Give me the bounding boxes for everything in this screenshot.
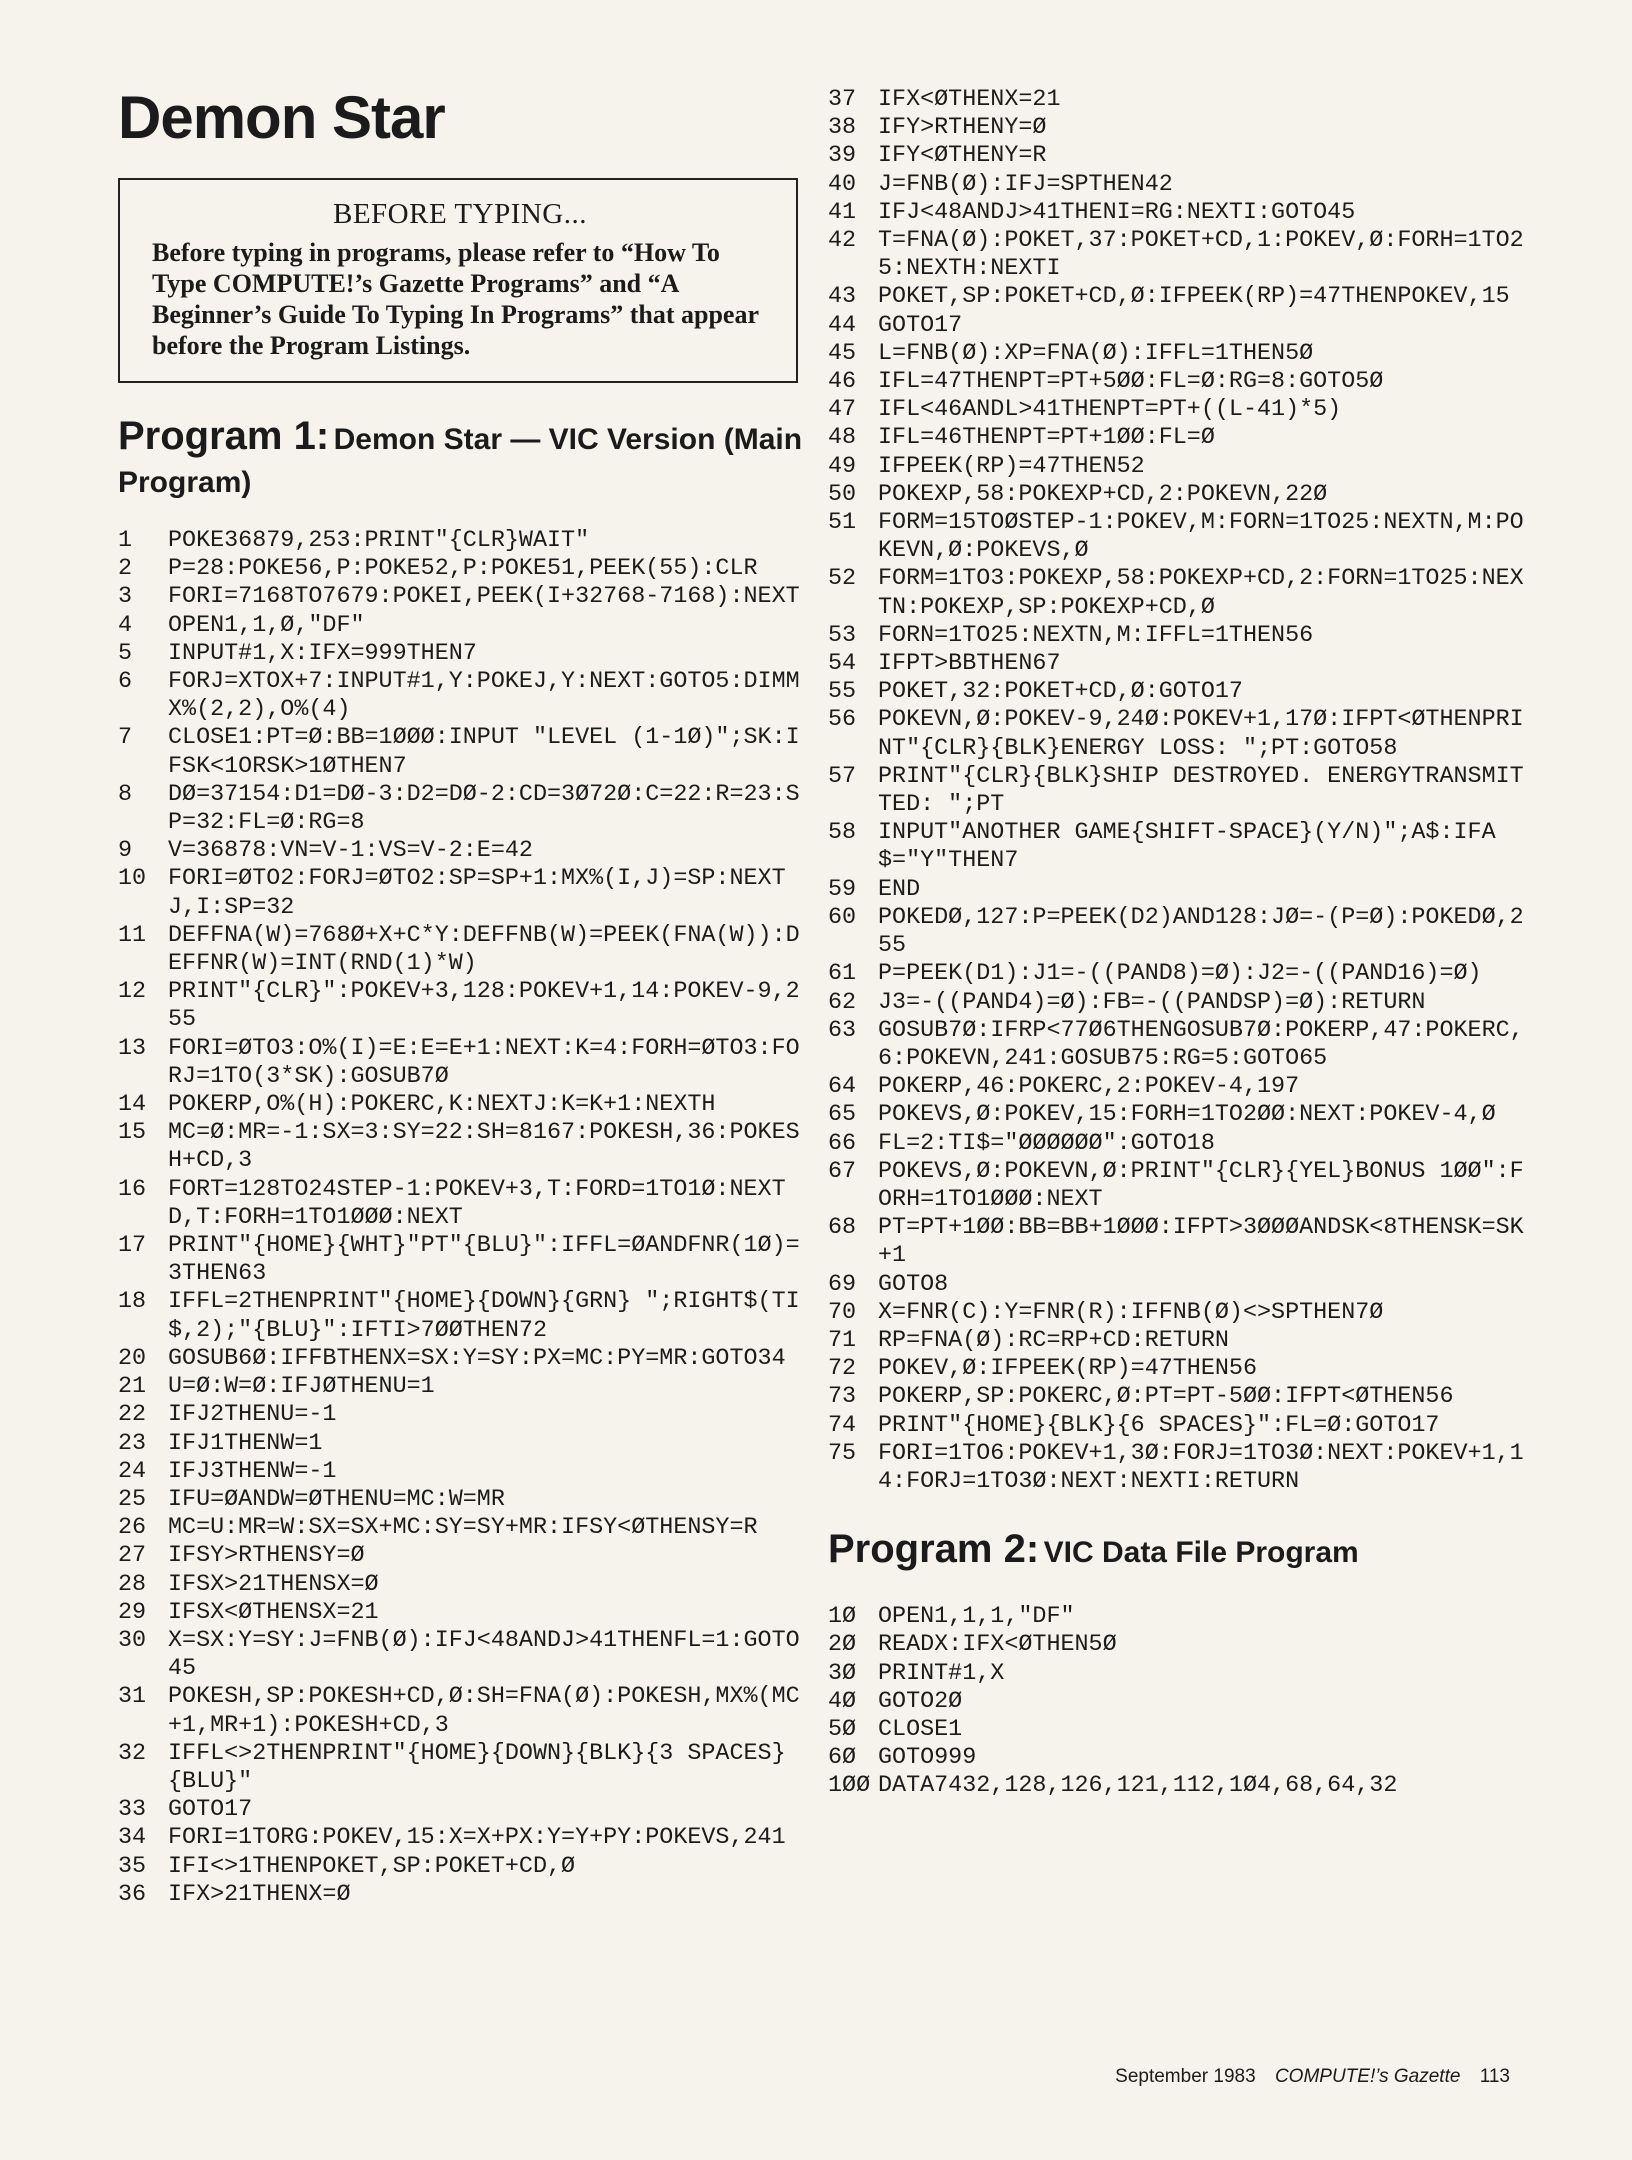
- code-text: X=FNR(C):Y=FNR(R):IFFNB(Ø)<>SPTHEN7Ø: [878, 1299, 1384, 1326]
- line-number: 27: [118, 1543, 147, 1570]
- code-line: [118, 1599, 808, 1627]
- code-text: POKERP,O%(H):POKERC,K:NEXTJ:K=K+1:NEXTH: [168, 1092, 716, 1119]
- code-text: RP=FNA(Ø):RC=RP+CD:RETURN: [878, 1327, 1229, 1354]
- line-number: 9: [118, 838, 133, 865]
- line-number: 40: [828, 171, 857, 198]
- code-text: POKERP,SP:POKERC,Ø:PT=PT-5ØØ:IFPT<ØTHEN56: [878, 1384, 1454, 1411]
- code-line: [118, 1430, 808, 1458]
- before-typing-heading: BEFORE TYPING...: [333, 198, 587, 230]
- line-number: 37: [828, 87, 857, 113]
- program1-listing-left: [118, 527, 808, 1909]
- code-text: FORI=ØTO3:O%(I)=E:E=E+1:NEXT:K=4:FORH=ØTO3:FORJ=1TO(3*SK):GOSUB7Ø: [168, 1035, 800, 1090]
- code-text: POKEV,Ø:IFPEEK(RP)=47THEN56: [878, 1356, 1257, 1383]
- line-number: 68: [828, 1215, 857, 1242]
- line-number: 3: [118, 584, 133, 611]
- line-number: 64: [828, 1074, 857, 1101]
- code-text: IFU=ØANDW=ØTHENU=MC:W=MR: [168, 1486, 505, 1513]
- line-number: 53: [828, 622, 857, 649]
- code-text: P=PEEK(D1):J1=-((PAND8)=Ø):J2=-((PAND16)=Ø): [878, 961, 1482, 988]
- line-number: 13: [118, 1035, 147, 1062]
- code-line: [828, 1440, 1528, 1496]
- code-line: [828, 1688, 1528, 1716]
- code-line: [118, 1542, 808, 1570]
- code-line: [828, 312, 1528, 340]
- code-line: [828, 1130, 1528, 1158]
- code-text: MC=Ø:MR=-1:SX=3:SY=22:SH=8167:POKESH,36:POKESH+CD,3: [168, 1120, 800, 1175]
- line-number: 31: [118, 1684, 147, 1711]
- line-number: 62: [828, 989, 857, 1016]
- line-number: 38: [828, 115, 857, 142]
- code-line: [118, 978, 808, 1034]
- code-line: [828, 989, 1528, 1017]
- left-column: [118, 80, 808, 1909]
- line-number: 70: [828, 1299, 857, 1326]
- line-number: 23: [118, 1430, 147, 1457]
- line-number: 17: [118, 1233, 147, 1260]
- program2-heading: [828, 1527, 1528, 1577]
- line-number: 5Ø: [828, 1716, 857, 1743]
- code-line: [118, 865, 808, 921]
- line-number: 33: [118, 1797, 147, 1824]
- code-line: [828, 763, 1528, 819]
- program2-subtitle: VIC Data File Program: [1043, 1536, 1359, 1570]
- code-text: FORJ=XTOX+7:INPUT#1,Y:POKEJ,Y:NEXT:GOTO5:DIMMX%(2,2),O%(4): [168, 669, 800, 724]
- line-number: 67: [828, 1158, 857, 1185]
- code-text: PRINT"{CLR}{BLK}SHIP DESTROYED. ENERGYTRANSMITTED: ";PT: [878, 763, 1524, 819]
- code-line: [118, 1232, 808, 1288]
- code-line: [828, 1017, 1528, 1073]
- code-line: [828, 227, 1528, 283]
- line-number: 72: [828, 1356, 857, 1383]
- code-line: [828, 1660, 1528, 1688]
- program2-label: Program 2:: [828, 1527, 1040, 1572]
- line-number: 5: [118, 640, 133, 667]
- line-number: 18: [118, 1289, 147, 1316]
- code-text: X=SX:Y=SY:J=FNB(Ø):IFJ<48ANDJ>41THENFL=1:GOTO45: [168, 1627, 800, 1683]
- code-text: FORT=128TO24STEP-1:POKEV+3,T:FORD=1TO1Ø:NEXTD,T:FORH=1TO1ØØØ:NEXT: [168, 1176, 786, 1231]
- code-line: [118, 1176, 808, 1232]
- line-number: 14: [118, 1092, 147, 1119]
- code-text: IFL<46ANDL>41THENPT=PT+((L-41)*5): [878, 397, 1342, 424]
- code-text: POKERP,46:POKERC,2:POKEV-4,197: [878, 1074, 1300, 1101]
- code-line: [118, 1571, 808, 1599]
- code-text: U=Ø:W=Ø:IFJØTHENU=1: [168, 1374, 435, 1401]
- code-line: [828, 340, 1528, 368]
- code-text: GOTO2Ø: [878, 1688, 963, 1715]
- code-text: IFJ2THENU=-1: [168, 1402, 337, 1429]
- line-number: 3Ø: [828, 1660, 857, 1687]
- line-number: 43: [828, 284, 857, 311]
- code-line: [118, 724, 808, 780]
- line-number: 7: [118, 725, 133, 752]
- code-line: [118, 555, 808, 583]
- code-text: IFSY>RTHENSY=Ø: [168, 1543, 365, 1570]
- line-number: 10: [118, 866, 147, 893]
- line-number: 24: [118, 1458, 147, 1485]
- code-text: OPEN1,1,Ø,"DF": [168, 612, 365, 639]
- code-text: GOSUB7Ø:IFRP<77Ø6THENGOSUB7Ø:POKERP,47:POKERC,6:POKEVN,241:GOSUB75:RG=5:GOTO65: [878, 1017, 1524, 1072]
- code-text: POKESH,SP:POKESH+CD,Ø:SH=FNA(Ø):POKESH,MX%(MC+1,MR+1):POKESH+CD,3: [168, 1684, 800, 1739]
- program1-heading: [118, 414, 808, 507]
- code-line: [828, 960, 1528, 988]
- code-line: [118, 1035, 808, 1091]
- code-line: [118, 668, 808, 724]
- line-number: 49: [828, 453, 857, 480]
- article-title: Demon Star: [118, 84, 445, 151]
- line-number: 36: [118, 1881, 147, 1908]
- code-text: END: [878, 876, 921, 903]
- line-number: 30: [118, 1627, 147, 1654]
- code-line: [828, 706, 1528, 762]
- line-number: 71: [828, 1327, 857, 1354]
- line-number: 35: [118, 1853, 147, 1880]
- code-line: [828, 424, 1528, 452]
- code-text: FORI=ØTO2:FORJ=ØTO2:SP=SP+1:MX%(I,J)=SP:NEXTJ,I:SP=32: [168, 866, 786, 921]
- line-number: 46: [828, 369, 857, 396]
- code-line: [118, 1091, 808, 1119]
- code-line: [828, 481, 1528, 509]
- line-number: 52: [828, 566, 857, 593]
- code-text: FL=2:TI$="ØØØØØØ":GOTO18: [878, 1130, 1215, 1157]
- line-number: 42: [828, 228, 857, 255]
- code-text: IFL=46THENPT=PT+1ØØ:FL=Ø: [878, 425, 1215, 452]
- code-line: [828, 368, 1528, 396]
- code-line: [118, 1740, 808, 1796]
- line-number: 15: [118, 1120, 147, 1147]
- program2-listing: [828, 1603, 1528, 1800]
- code-line: [118, 1796, 808, 1824]
- code-text: IFX>21THENX=Ø: [168, 1881, 351, 1908]
- code-line: [118, 1683, 808, 1739]
- code-text: DØ=37154:D1=DØ-3:D2=DØ-2:CD=3Ø72Ø:C=22:R=23:SP=32:FL=Ø:RG=8: [168, 781, 800, 837]
- code-line: [118, 1881, 808, 1909]
- right-column: [828, 86, 1528, 1801]
- code-text: INPUT"ANOTHER GAME{SHIFT-SPACE}(Y/N)";A$:IFA$="Y"THEN7: [878, 820, 1496, 875]
- code-text: IFSX<ØTHENSX=21: [168, 1599, 379, 1626]
- footer-date: September 1983: [1115, 2066, 1256, 2087]
- code-text: IFI<>1THENPOKET,SP:POKET+CD,Ø: [168, 1853, 576, 1880]
- line-number: 63: [828, 1017, 857, 1044]
- code-text: CLOSE1:PT=Ø:BB=1ØØØ:INPUT "LEVEL (1-1Ø)";SK:IFSK<1ORSK>1ØTHEN7: [168, 725, 800, 780]
- code-text: CLOSE1: [878, 1716, 963, 1743]
- code-text: L=FNB(Ø):XP=FNA(Ø):IFFL=1THEN5Ø: [878, 340, 1314, 367]
- code-text: FORI=1TORG:POKEV,15:X=X+PX:Y=Y+PY:POKEVS,241: [168, 1825, 786, 1852]
- code-line: [118, 1345, 808, 1373]
- code-line: [828, 1631, 1528, 1659]
- code-text: DEFFNA(W)=768Ø+X+C*Y:DEFFNB(W)=PEEK(FNA(W)):DEFFNR(W)=INT(RND(1)*W): [168, 922, 800, 978]
- code-text: IFFL=2THENPRINT"{HOME}{DOWN}{GRN} ";RIGHT$(TI$,2);"{BLU}":IFTI>7ØØTHEN72: [168, 1289, 800, 1344]
- code-line: [828, 509, 1528, 565]
- code-text: POKEVN,Ø:POKEV-9,24Ø:POKEV+1,17Ø:IFPT<ØTHENPRINT"{CLR}{BLK}ENERGY LOSS: ";PT:GOTO58: [878, 707, 1524, 762]
- code-text: FORI=1TO6:POKEV+1,3Ø:FORJ=1TO3Ø:NEXT:POKEV+1,14:FORJ=1TO3Ø:NEXT:NEXTI:RETURN: [878, 1440, 1524, 1495]
- line-number: 41: [828, 199, 857, 226]
- code-text: GOSUB6Ø:IFFBTHENX=SX:Y=SY:PX=MC:PY=MR:GOTO34: [168, 1345, 786, 1372]
- line-number: 61: [828, 961, 857, 988]
- line-number: 8: [118, 781, 133, 808]
- code-line: [828, 1101, 1528, 1129]
- line-number: 1Ø: [828, 1604, 857, 1631]
- code-line: [828, 1299, 1528, 1327]
- line-number: 73: [828, 1384, 857, 1411]
- line-number: 44: [828, 312, 857, 339]
- code-text: POKE36879,253:PRINT"{CLR}WAIT": [168, 528, 590, 554]
- line-number: 25: [118, 1486, 147, 1513]
- line-number: 51: [828, 510, 857, 537]
- line-number: 45: [828, 340, 857, 367]
- page-number: 113: [1479, 2066, 1510, 2087]
- before-typing-text: Before typing in programs, please refer to “How To Type COMPUTE!’s Gazette Programs” and “A Beginner’s Guide To Typing In Programs” that appear before the Program Listings.: [152, 238, 759, 360]
- code-line: [828, 819, 1528, 875]
- code-text: IFSX>21THENSX=Ø: [168, 1571, 379, 1598]
- code-line: [118, 1119, 808, 1175]
- code-text: IFJ1THENW=1: [168, 1430, 323, 1457]
- line-number: 11: [118, 922, 147, 949]
- code-line: [828, 1271, 1528, 1299]
- code-text: IFJ3THENW=-1: [168, 1458, 337, 1485]
- code-text: GOTO17: [878, 312, 963, 339]
- line-number: 56: [828, 707, 857, 734]
- code-text: READX:IFX<ØTHEN5Ø: [878, 1632, 1117, 1659]
- line-number: 59: [828, 876, 857, 903]
- code-line: [828, 453, 1528, 481]
- code-text: POKEVS,Ø:POKEV,15:FORH=1TO2ØØ:NEXT:POKEV-4,Ø: [878, 1102, 1496, 1129]
- code-line: [828, 622, 1528, 650]
- code-text: IFJ<48ANDJ>41THENI=RG:NEXTI:GOTO45: [878, 199, 1356, 226]
- code-line: [828, 114, 1528, 142]
- code-text: IFPT>BBTHEN67: [878, 651, 1061, 678]
- code-text: IFX<ØTHENX=21: [878, 87, 1061, 113]
- code-line: [828, 876, 1528, 904]
- code-line: [828, 1214, 1528, 1270]
- line-number: 6Ø: [828, 1745, 857, 1772]
- line-number: 16: [118, 1176, 147, 1203]
- code-line: [118, 1824, 808, 1852]
- code-text: POKET,32:POKET+CD,Ø:GOTO17: [878, 679, 1243, 706]
- code-line: [828, 1603, 1528, 1631]
- line-number: 2: [118, 556, 133, 583]
- program1-listing-right: [828, 86, 1528, 1496]
- code-text: MC=U:MR=W:SX=SX+MC:SY=SY+MR:IFSY<ØTHENSY=R: [168, 1515, 758, 1542]
- line-number: 4Ø: [828, 1688, 857, 1715]
- line-number: 2Ø: [828, 1632, 857, 1659]
- code-line: [828, 396, 1528, 424]
- line-number: 74: [828, 1412, 857, 1439]
- line-number: 69: [828, 1271, 857, 1298]
- code-text: IFL=47THENPT=PT+5ØØ:FL=Ø:RG=8:GOTO5Ø: [878, 369, 1384, 396]
- code-text: PRINT#1,X: [878, 1660, 1005, 1687]
- code-line: [828, 904, 1528, 960]
- code-text: POKEDØ,127:P=PEEK(D2)AND128:JØ=-(P=Ø):POKEDØ,255: [878, 904, 1524, 960]
- code-line: [828, 1073, 1528, 1101]
- code-line: [118, 922, 808, 978]
- code-text: FORN=1TO25:NEXTN,M:IFFL=1THEN56: [878, 622, 1314, 649]
- program1-label: Program 1:: [118, 414, 330, 458]
- code-text: GOTO17: [168, 1797, 253, 1824]
- code-line: [828, 678, 1528, 706]
- code-text: J=FNB(Ø):IFJ=SPTHEN42: [878, 171, 1173, 198]
- code-line: [828, 1355, 1528, 1383]
- code-line: [828, 1412, 1528, 1440]
- line-number: 34: [118, 1825, 147, 1852]
- code-line: [828, 650, 1528, 678]
- code-line: [118, 1514, 808, 1542]
- code-text: PRINT"{CLR}":POKEV+3,128:POKEV+1,14:POKEV-9,255: [168, 979, 800, 1034]
- code-line: [118, 1486, 808, 1514]
- code-line: [828, 283, 1528, 311]
- code-line: [118, 612, 808, 640]
- page-footer: [1115, 2066, 1510, 2088]
- code-text: IFY>RTHENY=Ø: [878, 115, 1047, 142]
- line-number: 28: [118, 1571, 147, 1598]
- code-line: [828, 171, 1528, 199]
- code-text: POKEVS,Ø:POKEVN,Ø:PRINT"{CLR}{YEL}BONUS 1ØØ":FORH=1TO1ØØØ:NEXT: [878, 1158, 1524, 1213]
- line-number: 32: [118, 1740, 147, 1767]
- code-line: [828, 86, 1528, 114]
- code-text: DATA7432,128,126,121,112,1Ø4,68,64,32: [878, 1773, 1398, 1800]
- line-number: 60: [828, 904, 857, 931]
- code-text: P=28:POKE56,P:POKE52,P:POKE51,PEEK(55):CLR: [168, 556, 758, 583]
- line-number: 1: [118, 528, 133, 554]
- line-number: 20: [118, 1345, 147, 1372]
- code-line: [118, 640, 808, 668]
- code-text: PRINT"{HOME}{BLK}{6 SPACES}":FL=Ø:GOTO17: [878, 1412, 1440, 1439]
- code-line: [118, 1458, 808, 1486]
- line-number: 58: [828, 820, 857, 847]
- code-line: [828, 565, 1528, 621]
- line-number: 29: [118, 1599, 147, 1626]
- code-line: [118, 1288, 808, 1344]
- code-text: IFY<ØTHENY=R: [878, 143, 1047, 170]
- line-number: 47: [828, 397, 857, 424]
- line-number: 48: [828, 425, 857, 452]
- code-text: GOTO8: [878, 1271, 949, 1298]
- code-text: FORI=7168TO7679:POKEI,PEEK(I+32768-7168):NEXT: [168, 584, 800, 611]
- code-text: V=36878:VN=V-1:VS=V-2:E=42: [168, 838, 533, 865]
- code-line: [118, 1627, 808, 1683]
- code-text: FORM=1TO3:POKEXP,58:POKEXP+CD,2:FORN=1TO25:NEXTN:POKEXP,SP:POKEXP+CD,Ø: [878, 566, 1524, 621]
- code-line: [828, 142, 1528, 170]
- code-text: PT=PT+1ØØ:BB=BB+1ØØØ:IFPT>3ØØØANDSK<8THENSK=SK+1: [878, 1215, 1524, 1270]
- code-text: FORM=15TOØSTEP-1:POKEV,M:FORN=1TO25:NEXTN,M:POKEVN,Ø:POKEVS,Ø: [878, 510, 1524, 565]
- line-number: 4: [118, 612, 133, 639]
- code-line: [118, 837, 808, 865]
- code-line: [118, 1401, 808, 1429]
- code-line: [118, 527, 808, 555]
- line-number: 54: [828, 651, 857, 678]
- code-line: [828, 1383, 1528, 1411]
- line-number: 1ØØ: [828, 1773, 871, 1800]
- code-text: J3=-((PAND4)=Ø):FB=-((PANDSP)=Ø):RETURN: [878, 989, 1426, 1016]
- before-typing-box: [118, 178, 798, 383]
- code-line: [118, 583, 808, 611]
- code-text: IFFL<>2THENPRINT"{HOME}{DOWN}{BLK}{3 SPACES}{BLU}": [168, 1740, 786, 1795]
- line-number: 75: [828, 1440, 857, 1467]
- code-text: POKET,SP:POKET+CD,Ø:IFPEEK(RP)=47THENPOKEV,15: [878, 284, 1510, 311]
- code-line: [828, 1158, 1528, 1214]
- code-line: [118, 1853, 808, 1881]
- line-number: 26: [118, 1515, 147, 1542]
- code-text: POKEXP,58:POKEXP+CD,2:POKEVN,22Ø: [878, 481, 1328, 508]
- code-line: [118, 1373, 808, 1401]
- code-text: T=FNA(Ø):POKET,37:POKET+CD,1:POKEV,Ø:FORH=1TO25:NEXTH:NEXTI: [878, 228, 1524, 283]
- code-line: [828, 1327, 1528, 1355]
- code-line: [828, 1772, 1528, 1800]
- code-text: GOTO999: [878, 1745, 977, 1772]
- code-line: [828, 1716, 1528, 1744]
- program1-subtitle: Demon Star — VIC Version (Main Program): [118, 423, 803, 499]
- line-number: 65: [828, 1102, 857, 1129]
- code-line: [828, 199, 1528, 227]
- footer-magazine: COMPUTE!’s Gazette: [1274, 2066, 1461, 2087]
- line-number: 6: [118, 669, 133, 696]
- code-line: [828, 1744, 1528, 1772]
- code-text: PRINT"{HOME}{WHT}"PT"{BLU}":IFFL=ØANDFNR(1Ø)=3THEN63: [168, 1233, 800, 1288]
- code-line: [118, 781, 808, 837]
- line-number: 22: [118, 1402, 147, 1429]
- code-text: OPEN1,1,1,"DF": [878, 1604, 1075, 1631]
- line-number: 57: [828, 763, 857, 790]
- line-number: 21: [118, 1374, 147, 1401]
- line-number: 12: [118, 979, 147, 1006]
- code-text: IFPEEK(RP)=47THEN52: [878, 453, 1145, 480]
- line-number: 55: [828, 679, 857, 706]
- code-text: INPUT#1,X:IFX=999THEN7: [168, 640, 477, 667]
- line-number: 39: [828, 143, 857, 170]
- line-number: 50: [828, 481, 857, 508]
- line-number: 66: [828, 1130, 857, 1157]
